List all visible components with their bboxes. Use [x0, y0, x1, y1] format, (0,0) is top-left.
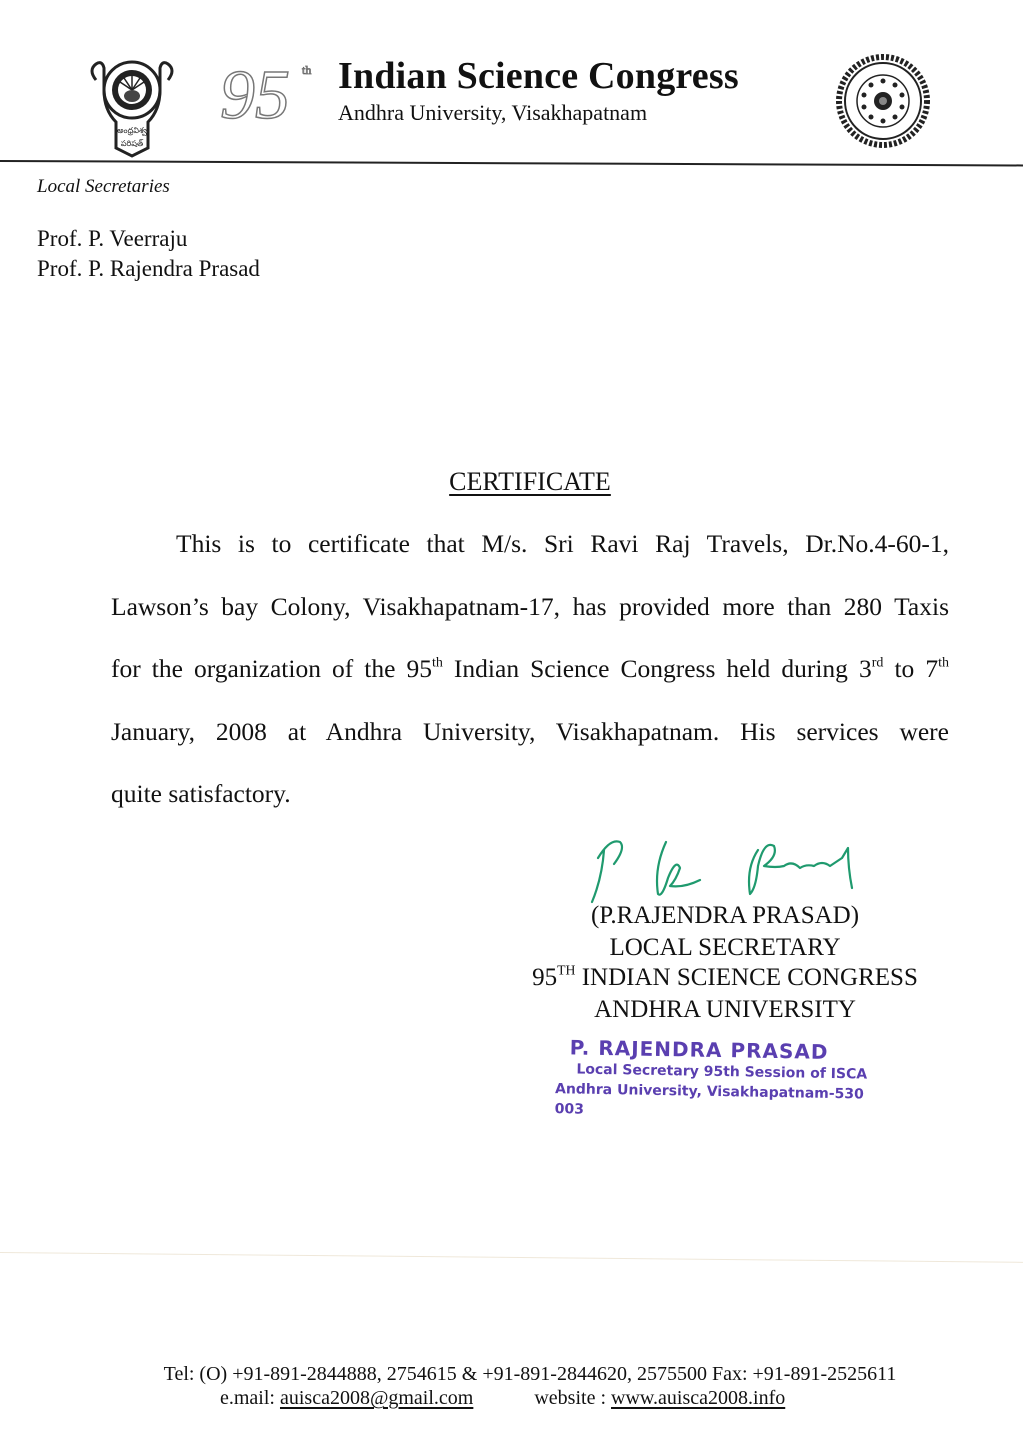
- official-stamp: [547, 1035, 898, 1125]
- handwritten-signature: [580, 828, 900, 908]
- svg-text:పరిషత్: పరిషత్: [120, 139, 144, 148]
- text-segment: Indian Science Congress held during 3: [442, 654, 872, 683]
- certificate-body-line: Lawson’s bay Colony, Visakhapatnam-17, has provided more than 280 Taxis: [111, 592, 949, 621]
- website-label: website :: [534, 1387, 607, 1409]
- footer-links: [220, 1387, 785, 1410]
- ordinal-suffix: th: [431, 655, 443, 671]
- certificate-body-line: This is to certificate that M/s. Sri Ravi Raj Travels, Dr.No.4-60-1,: [176, 529, 949, 558]
- certificate-body-line: [111, 654, 949, 684]
- header-divider: [0, 160, 1023, 166]
- 95th-session-logo: [218, 56, 318, 140]
- text-segment: to 7: [883, 654, 939, 683]
- local-secretaries-label: Local Secretaries: [37, 176, 170, 197]
- ordinal-suffix: rd: [871, 655, 884, 671]
- website-link[interactable]: www.auisca2008.info: [611, 1387, 786, 1409]
- stamp-line: Local Secretary 95th Session of ISCA: [576, 1061, 868, 1083]
- certificate-body-line: January, 2008 at Andhra University, Visakhapatnam. His services were: [111, 717, 949, 746]
- isca-seal-logo: [828, 54, 938, 148]
- svg-text:అంధ్రవిశ్వ: అంధ్రవిశ్వ: [117, 126, 147, 135]
- svg-text:th: th: [302, 63, 312, 77]
- stamp-name: P. RAJENDRA PRASAD: [569, 1035, 829, 1064]
- svg-text:95: 95: [220, 57, 290, 134]
- email-link[interactable]: auisca2008@gmail.com: [279, 1387, 474, 1409]
- organization-title: Indian Science Congress: [338, 55, 739, 97]
- secretary-name: Prof. P. Veerraju: [37, 226, 188, 251]
- organization-subtitle: Andhra University, Visakhapatnam: [338, 100, 648, 125]
- signatory-role: LOCAL SECRETARY: [609, 934, 841, 961]
- stamp-line: Andhra University, Visakhapatnam-530 003: [554, 1081, 864, 1118]
- ordinal-suffix: TH: [557, 962, 576, 978]
- certificate-title: CERTIFICATE: [449, 467, 611, 496]
- certificate-body-line: quite satisfactory.: [111, 779, 291, 808]
- text-segment: for the organization of the 95: [111, 654, 432, 683]
- ordinal-suffix: th: [938, 655, 949, 671]
- footer-divider: [0, 1252, 1023, 1263]
- email-label: e.mail:: [220, 1387, 275, 1409]
- signatory-congress: [500, 964, 950, 992]
- footer-contact-numbers: Tel: (O) +91-891-2844888, 2754615 & +91-891-2844620, 2575500 Fax: +91-891-2525611: [163, 1363, 897, 1385]
- andhra-university-emblem-logo: [86, 50, 178, 158]
- signatory-university: ANDHRA UNIVERSITY: [594, 996, 856, 1023]
- text-segment: 95: [532, 964, 558, 991]
- signatory-name: (P.RAJENDRA PRASAD): [590, 902, 860, 929]
- secretary-name: Prof. P. Rajendra Prasad: [37, 256, 260, 281]
- text-segment: INDIAN SCIENCE CONGRESS: [575, 964, 918, 991]
